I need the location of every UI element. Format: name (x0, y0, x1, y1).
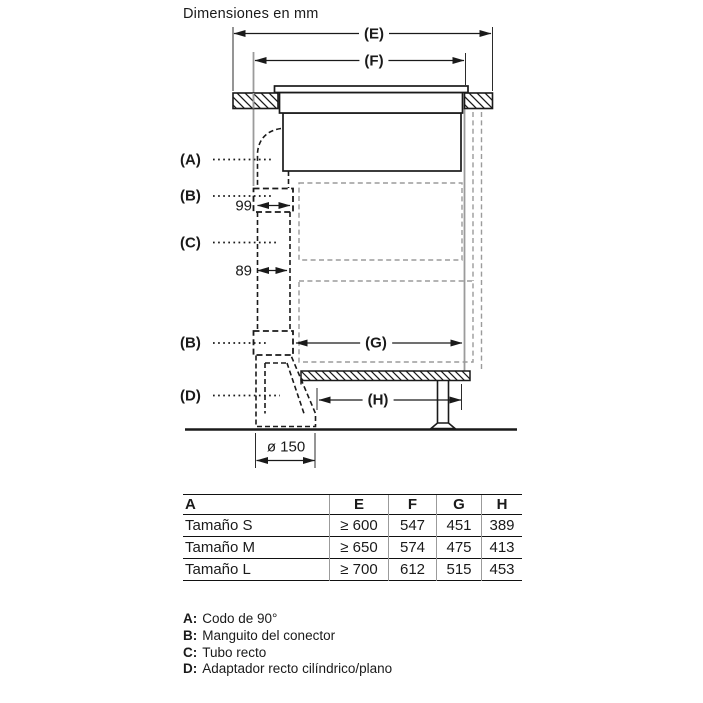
cell-G: 475 (437, 537, 482, 559)
col-header-E: E (330, 495, 389, 515)
table-header-row (183, 495, 522, 515)
page-title: Dimensiones en mm (183, 6, 319, 22)
callout-B-upper: (B) (180, 187, 201, 205)
legend (183, 611, 392, 678)
table-row (183, 537, 522, 559)
cell-G: 515 (437, 559, 482, 581)
callout-C: (C) (180, 234, 201, 251)
legend-key-D: D: (183, 661, 198, 677)
legend-item (183, 661, 392, 678)
size-table (183, 494, 522, 581)
cell-E: ≥ 700 (330, 559, 389, 581)
elbow-90 (258, 129, 282, 189)
legend-text-A: Codo de 90° (202, 611, 278, 626)
dim-label-G: (G) (360, 335, 392, 352)
worktop-left (233, 93, 278, 109)
cell-H: 413 (482, 537, 523, 559)
cell-F: 547 (389, 515, 437, 537)
dim-label-E: (E) (359, 25, 389, 42)
table-row (183, 515, 522, 537)
flat-adapter-inner (265, 363, 304, 414)
cell-G: 451 (437, 515, 482, 537)
col-header-F: F (389, 495, 437, 515)
col-header-H: H (482, 495, 523, 515)
connector-sleeve-upper (254, 189, 294, 213)
worktop-right (465, 93, 493, 109)
callout-A: (A) (180, 151, 201, 168)
legend-text-D: Adaptador recto cilíndrico/plano (202, 661, 393, 677)
leg-foot (431, 423, 455, 429)
hob-glass-top (275, 86, 469, 93)
legend-item (183, 611, 392, 628)
measure-89: 89 (235, 262, 252, 279)
legend-text-C: Tubo recto (202, 644, 267, 660)
col-header-G: G (437, 495, 482, 515)
cell-E: ≥ 650 (330, 537, 389, 559)
legend-key-B: B: (183, 627, 198, 643)
legend-key-C: C: (183, 644, 198, 660)
table-row (183, 559, 522, 581)
legend-text-B: Manguito del conector (202, 627, 336, 643)
dim-label-H: (H) (363, 392, 394, 409)
row-name: Tamaño S (183, 515, 330, 537)
legend-key-A: A: (183, 611, 198, 626)
duct-run (254, 129, 316, 427)
row-name: Tamaño L (183, 559, 330, 581)
cell-E: ≥ 600 (330, 515, 389, 537)
hob-body (275, 86, 469, 171)
cell-H: 389 (482, 515, 523, 537)
legend-item (183, 645, 392, 662)
col-header-A: A (183, 495, 330, 515)
hob-upper-box (280, 93, 463, 114)
cell-F: 574 (389, 537, 437, 559)
measure-99: 99 (235, 197, 252, 214)
bottom-shelf (301, 371, 470, 381)
cell-H: 453 (482, 559, 523, 581)
dim-label-F: (F) (359, 52, 388, 69)
measure-diameter-150: ø 150 (264, 439, 308, 456)
callout-B-lower: (B) (180, 334, 201, 352)
hob-lower-box (283, 113, 461, 171)
callout-D: (D) (180, 387, 201, 404)
cell-F: 612 (389, 559, 437, 581)
legend-item (183, 628, 392, 645)
row-name: Tamaño M (183, 537, 330, 559)
